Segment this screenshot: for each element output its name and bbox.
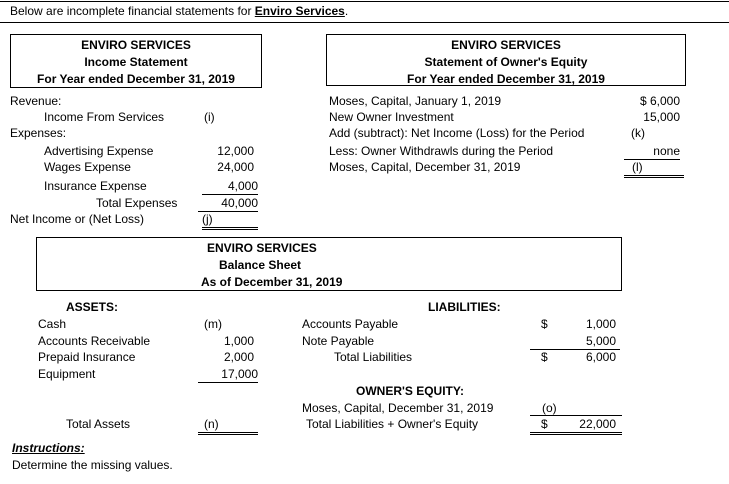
is-revenue-label: Revenue: [10,94,62,108]
bs-total-le-label: Total Liabilities + Owner's Equity [306,417,479,431]
oe-row-value: none [624,144,680,160]
bs-asset-label: Equipment [38,367,96,381]
is-total-expenses-value: 40,000 [198,196,258,212]
oe-header-title: Statement of Owner's Equity [424,55,588,69]
instructions-heading: Instructions: [12,441,85,455]
oe-row-value: 15,000 [643,110,680,124]
bs-asset-label: Prepaid Insurance [38,350,136,364]
bs-note-payable-label: Note Payable [302,334,375,348]
bs-total-liabilities-label: Total Liabilities [334,350,413,364]
company-link[interactable]: Enviro Services [254,4,345,18]
bs-total-le-dollar: $ [541,417,548,431]
bs-total-liabilities-dollar: $ [541,350,548,364]
is-header-period: For Year ended December 31, 2019 [37,72,235,86]
bs-total-le-value: 22,000 [579,417,616,431]
bs-capital-rule [530,415,622,416]
is-total-expenses-label: Total Expenses [96,196,178,210]
is-income-from-services-label: Income From Services [44,110,165,124]
bs-asset-value: 17,000 [198,367,258,383]
bs-accounts-payable-label: Accounts Payable [302,317,399,331]
intro-suffix: . [344,4,349,18]
is-wages-label: Wages Expense [44,160,131,174]
bs-capital-label: Moses, Capital, December 31, 2019 [302,401,494,415]
bs-total-liabilities-value: 6,000 [585,350,616,364]
bs-liabilities-heading: LIABILITIES: [428,300,501,314]
bs-header-date: As of December 31, 2019 [201,275,343,289]
bs-header-company: ENVIRO SERVICES [207,241,317,255]
is-insurance-value: 4,000 [202,179,258,195]
is-income-from-services-value: (i) [204,110,215,124]
is-header-title: Income Statement [84,55,188,69]
bs-owners-equity-heading: OWNER'S EQUITY: [356,384,464,398]
oe-row-value: (l) [624,160,684,178]
bs-asset-label: Accounts Receivable [38,334,151,348]
bs-total-assets-value: (n) [198,417,258,435]
intro-line [10,4,348,19]
oe-row-value: $ 6,000 [639,94,680,108]
is-wages-value: 24,000 [217,160,254,174]
oe-row-label: New Owner Investment [329,110,454,124]
bs-asset-value: (m) [204,317,222,331]
is-insurance-label: Insurance Expense [44,179,147,193]
is-net-income-value: (j) [202,212,258,230]
oe-header-period: For Year ended December 31, 2019 [407,72,605,86]
bs-capital-value: (o) [542,401,557,415]
bs-asset-value: 1,000 [223,334,254,348]
oe-row-value: (k) [631,126,645,140]
is-advertising-value: 12,000 [217,144,254,158]
oe-row-label: Add (subtract): Net Income (Loss) for the Period [329,126,585,140]
bs-accounts-payable-dollar: $ [541,317,548,331]
bs-asset-value: 2,000 [223,350,254,364]
owners-equity-header [326,34,686,86]
income-statement-header [10,34,262,88]
bs-assets-heading: ASSETS: [66,300,119,314]
bs-total-assets-label: Total Assets [66,417,131,431]
is-net-income-label: Net Income or (Net Loss) [10,212,145,226]
oe-row-label: Moses, Capital, January 1, 2019 [329,94,502,108]
intro-prefix: Below are incomplete financial statements for [10,4,255,18]
instructions-text: Determine the missing values. [12,458,173,472]
oe-row-label: Moses, Capital, December 31, 2019 [329,160,521,174]
is-advertising-label: Advertising Expense [44,144,154,158]
top-rule [0,1,729,2]
oe-header-company: ENVIRO SERVICES [451,38,561,52]
oe-row-label: Less: Owner Withdrawls during the Period [329,144,554,158]
is-header-company: ENVIRO SERVICES [81,38,191,52]
bs-accounts-payable-value: 1,000 [585,317,616,331]
balance-sheet-header [36,237,622,291]
is-expenses-label: Expenses: [10,126,67,140]
bs-asset-label: Cash [38,317,67,331]
bs-total-le-double-rule [530,432,622,435]
intro-rule [0,22,729,23]
bs-note-payable-value: 5,000 [585,334,616,348]
bs-header-title: Balance Sheet [219,258,302,272]
